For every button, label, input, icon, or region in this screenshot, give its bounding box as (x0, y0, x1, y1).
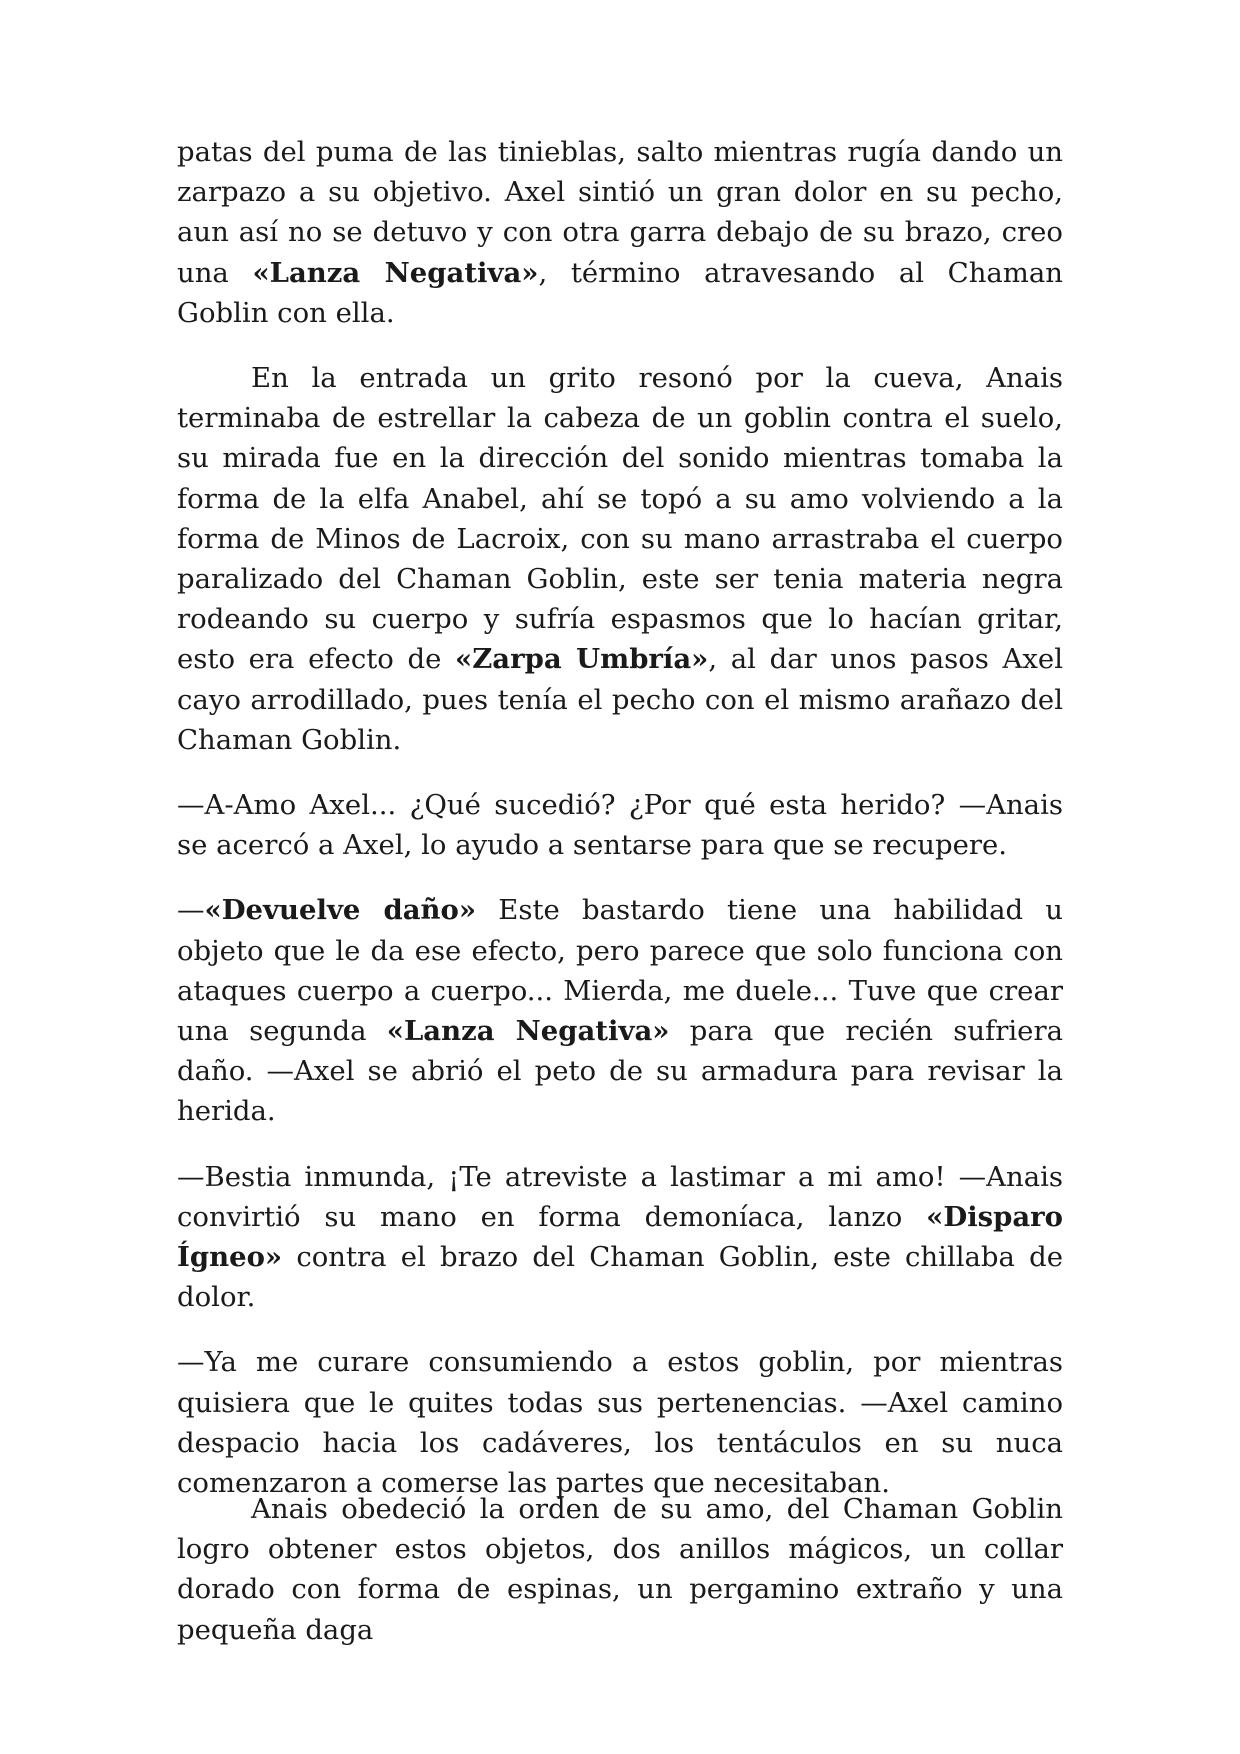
text-run: , término atravesando al Chaman Goblin con ella. (177, 256, 1063, 329)
text-run: En la entrada un grito resonó por la cueva, Anais terminaba de estrellar la cabeza de un goblin contra el suelo, su mirada fue en la dirección del sonido mientras tomaba la forma de la elfa Anabel, ahí se topó a su amo volviendo a la forma de Minos de Lacroix, con su mano arrastraba el cuerpo paralizado del Chaman Goblin, este ser tenia materia negra rodeando su cuerpo y sufría espasmos que lo hacían gritar, esto era efecto de (177, 362, 1063, 676)
text-run: Este bastardo tiene una habilidad u objeto que le da ese efecto, pero parece que solo funciona con ataques cuerpo a cuerpo... Mierda, me duele... Tuve que crear una segunda (177, 894, 1063, 1048)
paragraph-p6 (177, 1342, 1063, 1503)
bold-term: «Disparo Ígneo» (177, 1200, 1063, 1274)
paragraph-p4 (177, 890, 1063, 1131)
text-block-top (177, 132, 1063, 1528)
text-run: —A-Amo Axel... ¿Qué sucedió? ¿Por qué esta herido? —Anais se acercó a Axel, lo ayudo a sentarse para que se recupere. (177, 789, 1063, 862)
paragraph-p3 (177, 785, 1063, 865)
text-run: —Bestia inmunda, ¡Te atreviste a lastimar a mi amo! —Anais convirtió su mano en forma demoníaca, lanzo (177, 1160, 1063, 1233)
text-run: patas del puma de las tinieblas, salto mientras rugía dando un zarpazo a su objetivo. Axel sintió un gran dolor en su pecho, aun así no se detuvo y con otra garra debajo de su brazo, creo una (177, 136, 1063, 289)
text-run: para que recién sufriera daño. —Axel se abrió el peto de su armadura para revisar la herida. (177, 1015, 1063, 1128)
bold-term: «Zarpa Umbría» (455, 643, 709, 676)
paragraph-p1 (177, 132, 1063, 333)
text-run: Anais obedeció la orden de su amo, del Chaman Goblin logro obtener estos objetos, dos anillos mágicos, un collar dorado con forma de espinas, un pergamino extraño y una pequeña daga (177, 1493, 1063, 1646)
paragraph-p2 (177, 358, 1063, 760)
text-run: contra el brazo del Chaman Goblin, este chillaba de dolor. (177, 1241, 1063, 1314)
text-run: — (177, 894, 205, 927)
bold-term: «Devuelve daño» (204, 894, 477, 927)
paragraph-p7 (177, 1489, 1063, 1650)
paragraph-p5 (177, 1157, 1063, 1318)
bold-term: «Lanza Negativa» (252, 256, 539, 289)
text-run: , al dar unos pasos Axel cayo arrodillado, pues tenía el pecho con el mismo arañazo del Chaman Goblin. (177, 643, 1063, 756)
bold-term: «Lanza Negativa» (386, 1015, 670, 1048)
text-run: —Ya me curare consumiendo a estos goblin, por mientras quisiera que le quites todas sus pertenencias. —Axel camino despacio hacia los cadáveres, los tentáculos en su nuca comenzaron a comerse las partes que necesitaban. (177, 1346, 1063, 1500)
text-block-bottom (177, 1489, 1063, 1675)
